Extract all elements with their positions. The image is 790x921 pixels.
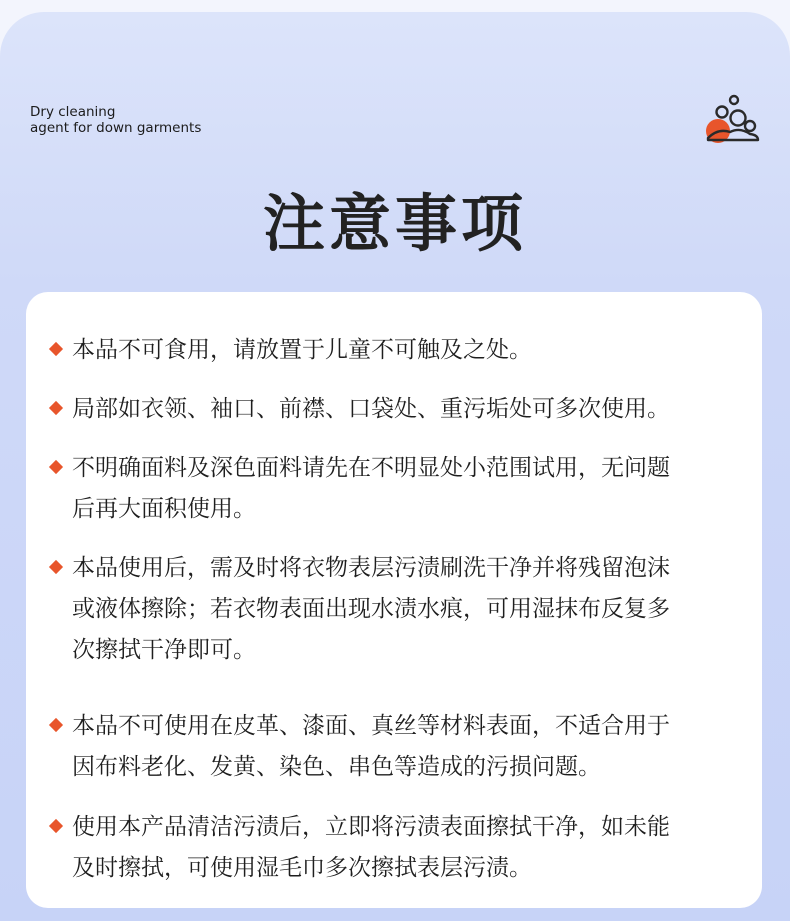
note-text	[72, 330, 752, 371]
note-line: 次擦拭干净即可。	[72, 637, 256, 663]
note-text	[72, 706, 752, 788]
diamond-bullet-icon	[49, 560, 63, 574]
diamond-bullet-icon	[49, 342, 63, 356]
brand-text	[30, 104, 201, 136]
note-line: 局部如衣领、袖口、前襟、口袋处、重污垢处可多次使用。	[72, 396, 670, 422]
note-line: 或液体擦除；若衣物表面出现水渍水痕，可用湿抹布反复多	[72, 596, 670, 622]
note-line: 本品不可使用在皮革、漆面、真丝等材料表面，不适合用于	[72, 713, 670, 739]
note-line: 因布料老化、发黄、染色、串色等造成的污损问题。	[72, 754, 601, 780]
note-text	[72, 807, 752, 889]
brand-line-1: Dry cleaning	[30, 104, 116, 120]
note-line: 本品使用后，需及时将衣物表层污渍刷洗干净并将残留泡沫	[72, 555, 670, 581]
note-line: 使用本产品清洁污渍后，立即将污渍表面擦拭干净，如未能	[72, 814, 670, 840]
note-line: 后再大面积使用。	[72, 496, 256, 522]
page-title: 注意事项	[262, 187, 527, 260]
note-text	[72, 448, 752, 530]
notes-card	[26, 292, 762, 908]
diamond-bullet-icon	[49, 718, 63, 732]
diamond-bullet-icon	[49, 401, 63, 415]
diamond-bullet-icon	[49, 819, 63, 833]
bubbles-icon	[700, 94, 762, 146]
diamond-bullet-icon	[49, 460, 63, 474]
brand-line-2: agent for down garments	[30, 120, 202, 136]
note-line: 及时擦拭，可使用湿毛巾多次擦拭表层污渍。	[72, 855, 532, 881]
note-text	[72, 389, 752, 430]
note-line: 本品不可食用，请放置于儿童不可触及之处。	[72, 337, 532, 363]
note-line: 不明确面料及深色面料请先在不明显处小范围试用，无问题	[72, 455, 670, 481]
note-text	[72, 548, 752, 671]
